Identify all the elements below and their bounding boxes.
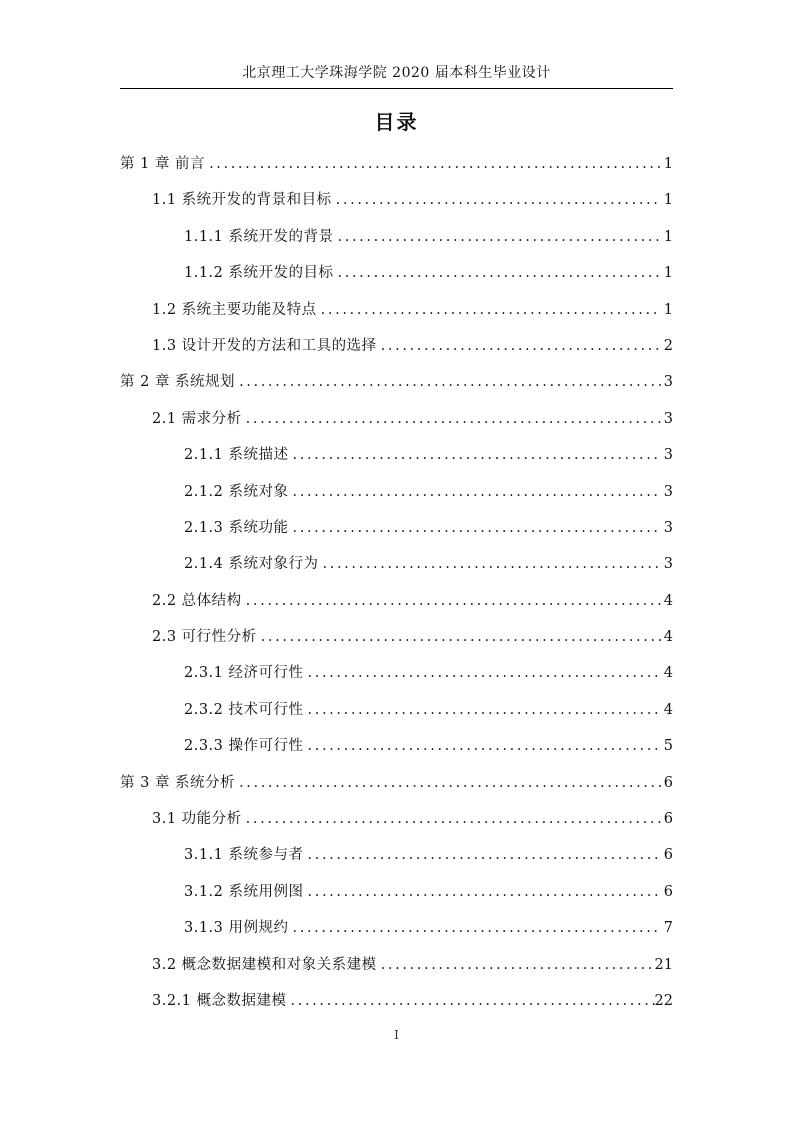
toc-entry-page: 4 <box>663 701 673 718</box>
toc-entry-label: 3.1.2 系统用例图 <box>184 883 304 900</box>
toc-entry-page: 3 <box>663 374 673 391</box>
toc-entry-label: 第 2 章 系统规划 <box>120 374 236 391</box>
toc-entry-page: 6 <box>663 847 673 864</box>
toc-entry-2-2[interactable] <box>120 583 673 619</box>
dot-leader <box>242 801 661 837</box>
toc-entry-label: 2.1.3 系统功能 <box>184 519 289 536</box>
dot-leader <box>289 510 661 546</box>
toc-entry-chapter-2[interactable] <box>120 364 673 400</box>
toc-entry-page: 6 <box>663 811 673 828</box>
toc-entry-label: 3.1.3 用例规约 <box>184 920 289 937</box>
toc-entry-2-1-4[interactable] <box>120 546 673 582</box>
toc-entry-1-1-2[interactable] <box>120 255 673 291</box>
toc-entry-2-3[interactable] <box>120 619 673 655</box>
dot-leader <box>287 983 655 1019</box>
toc-entry-label: 2.2 总体结构 <box>152 592 242 609</box>
dot-leader <box>235 765 661 801</box>
toc-entry-label: 2.1.4 系统对象行为 <box>184 556 319 573</box>
toc-entry-label: 3.1 功能分析 <box>152 811 242 828</box>
running-header: 北京理工大学珠海学院 2020 届本科生毕业设计 <box>242 65 551 81</box>
toc-entry-2-3-3[interactable] <box>120 728 673 764</box>
toc-entry-chapter-3[interactable] <box>120 765 673 801</box>
dot-leader <box>377 947 655 983</box>
toc-entry-page: 7 <box>663 920 673 937</box>
dot-leader <box>304 728 661 764</box>
toc-entry-label: 3.2 概念数据建模和对象关系建模 <box>152 956 377 973</box>
toc-entry-page: 2 <box>663 337 673 354</box>
toc-entry-label: 1.1 系统开发的背景和目标 <box>152 192 332 209</box>
toc-entry-label: 3.2.1 概念数据建模 <box>152 992 287 1009</box>
toc-entry-page: 5 <box>663 738 673 755</box>
toc-entry-1-1[interactable] <box>120 182 673 218</box>
table-of-contents <box>120 146 673 1019</box>
toc-entry-label: 2.1.2 系统对象 <box>184 483 289 500</box>
toc-entry-page: 6 <box>663 774 673 791</box>
toc-entry-page: 6 <box>663 883 673 900</box>
toc-entry-2-1-2[interactable] <box>120 474 673 510</box>
dot-leader <box>235 364 661 400</box>
toc-entry-label: 2.3 可行性分析 <box>152 629 257 646</box>
toc-entry-1-2[interactable] <box>120 292 673 328</box>
toc-entry-chapter-1[interactable] <box>120 146 673 182</box>
toc-entry-2-3-1[interactable] <box>120 655 673 691</box>
toc-entry-label: 1.1.2 系统开发的目标 <box>184 265 334 282</box>
toc-entry-page: 3 <box>663 483 673 500</box>
toc-entry-label: 1.3 设计开发的方法和工具的选择 <box>152 337 377 354</box>
toc-entry-1-3[interactable] <box>120 328 673 364</box>
toc-entry-label: 2.3.2 技术可行性 <box>184 701 304 718</box>
toc-entry-2-1[interactable] <box>120 401 673 437</box>
toc-entry-1-1-1[interactable] <box>120 219 673 255</box>
toc-entry-page: 3 <box>663 556 673 573</box>
dot-leader <box>289 437 661 473</box>
toc-entry-page: 3 <box>663 410 673 427</box>
toc-entry-page: 3 <box>663 519 673 536</box>
toc-entry-label: 2.1 需求分析 <box>152 410 242 427</box>
toc-entry-page: 1 <box>663 301 673 318</box>
toc-entry-page: 22 <box>654 992 673 1009</box>
toc-entry-label: 1.1.1 系统开发的背景 <box>184 228 334 245</box>
toc-entry-page: 3 <box>663 447 673 464</box>
toc-entry-page: 1 <box>663 228 673 245</box>
dot-leader <box>334 255 661 291</box>
dot-leader <box>205 146 661 182</box>
toc-entry-label: 3.1.1 系统参与者 <box>184 847 304 864</box>
dot-leader <box>257 619 661 655</box>
dot-leader <box>334 219 661 255</box>
toc-entry-3-1-2[interactable] <box>120 874 673 910</box>
dot-leader <box>289 474 661 510</box>
dot-leader <box>304 874 661 910</box>
toc-entry-3-1[interactable] <box>120 801 673 837</box>
toc-entry-2-1-1[interactable] <box>120 437 673 473</box>
dot-leader <box>289 910 661 946</box>
toc-entry-page: 1 <box>663 156 673 172</box>
toc-entry-page: 4 <box>663 665 673 682</box>
dot-leader <box>317 292 661 328</box>
dot-leader <box>332 182 661 218</box>
toc-entry-2-3-2[interactable] <box>120 692 673 728</box>
toc-entry-page: 4 <box>663 629 673 646</box>
dot-leader <box>242 583 661 619</box>
page-number: I <box>394 1028 399 1042</box>
toc-entry-page: 1 <box>663 265 673 282</box>
toc-entry-3-2-1[interactable] <box>120 983 673 1019</box>
toc-entry-page: 4 <box>663 592 673 609</box>
dot-leader <box>304 692 661 728</box>
page-title: 目录 <box>374 110 419 134</box>
toc-entry-label: 第 3 章 系统分析 <box>120 774 236 791</box>
toc-entry-2-1-3[interactable] <box>120 510 673 546</box>
dot-leader <box>304 655 661 691</box>
toc-entry-label: 2.3.1 经济可行性 <box>184 665 304 682</box>
toc-entry-label: 1.2 系统主要功能及特点 <box>152 301 317 318</box>
toc-entry-3-2[interactable] <box>120 947 673 983</box>
toc-entry-3-1-3[interactable] <box>120 910 673 946</box>
header-divider <box>120 88 673 89</box>
toc-entry-page: 21 <box>654 956 673 973</box>
toc-entry-label: 2.3.3 操作可行性 <box>184 738 304 755</box>
toc-entry-page: 1 <box>663 192 673 209</box>
dot-leader <box>377 328 661 364</box>
dot-leader <box>319 546 661 582</box>
toc-entry-label: 2.1.1 系统描述 <box>184 447 289 464</box>
dot-leader <box>242 401 661 437</box>
toc-entry-label: 第 1 章 前言 <box>120 156 206 172</box>
dot-leader <box>304 837 661 873</box>
toc-entry-3-1-1[interactable] <box>120 837 673 873</box>
